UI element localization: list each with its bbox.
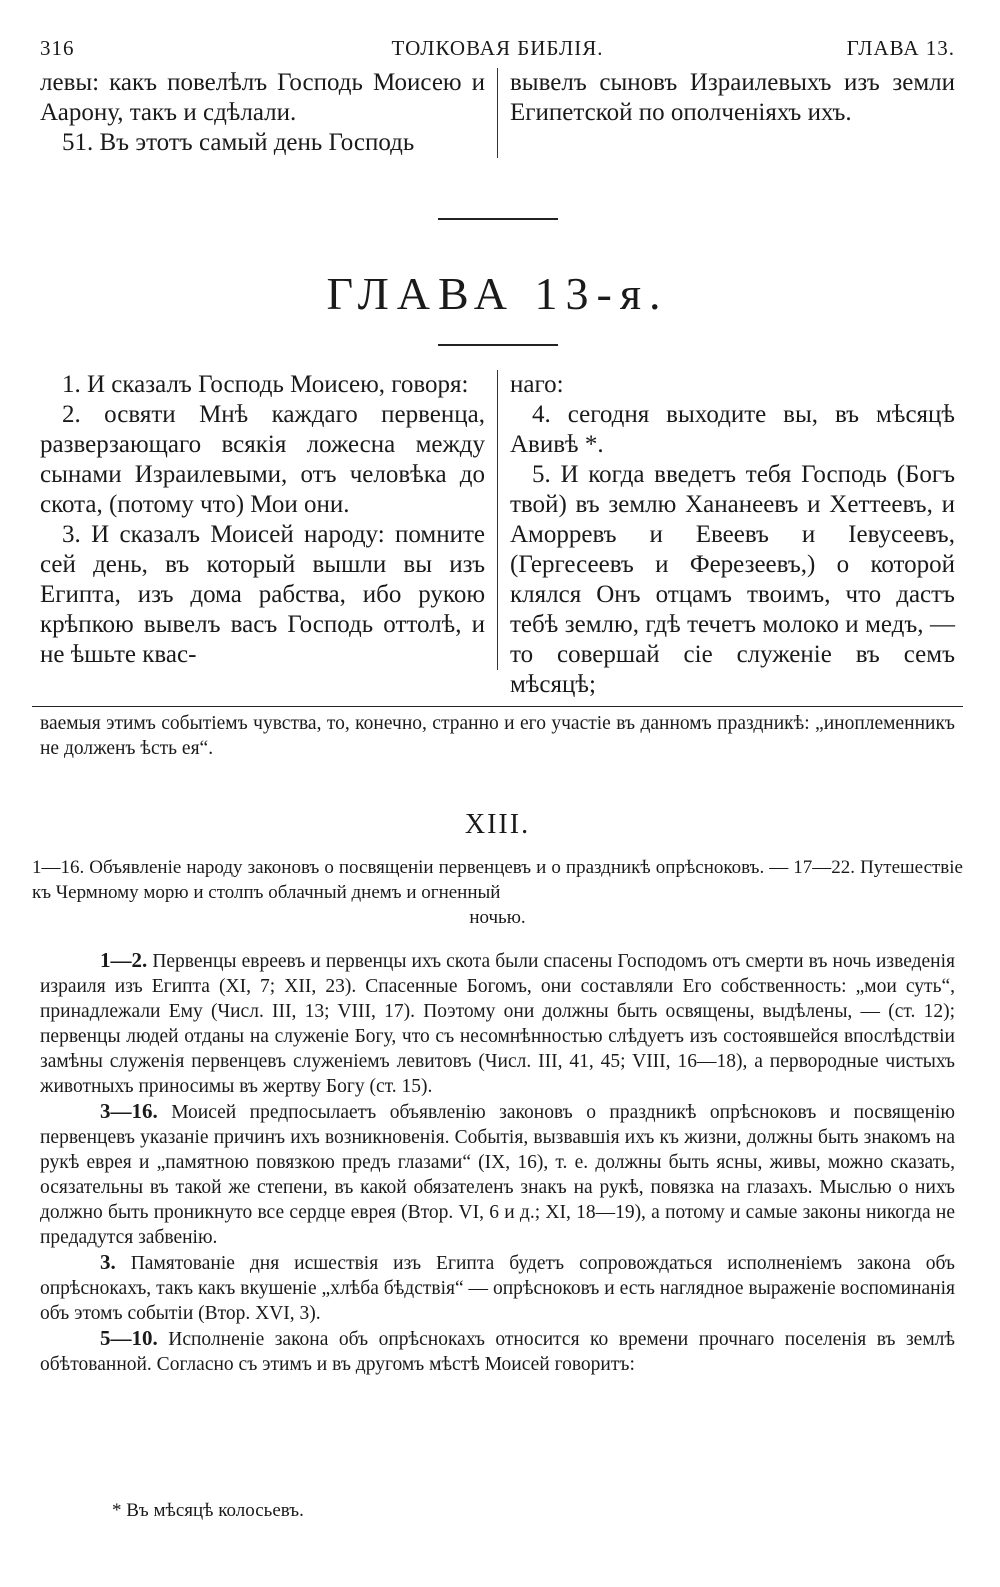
verse-reference: 3. [100,1250,116,1274]
commentary-text: Памятованіе дня исшествія изъ Египта будетъ сопровождаться исполненіемъ закона объ опрѣснокахъ, такъ какъ вкушеніе „хлѣба бѣдствія“ — опрѣсноковъ и есть наглядное выраженіе воспоминанія объ этомъ событіи (Втор. XVI, 3). [40,1253,955,1324]
running-head [40,30,955,62]
chapter-label: ГЛАВА 13. [846,36,955,60]
section-numeral: XIII. [464,809,531,840]
page-number: 316 [40,36,75,60]
verse-paragraph: наго: [510,371,564,398]
previous-commentary [40,711,955,761]
commentary-paragraph [40,1250,955,1326]
column-divider [497,68,498,158]
commentary-paragraph: ваемыя этимъ событіемъ чувства, то, конечно, странно и его участіе въ данномъ праздникѣ: „иноплеменникъ не долженъ ѣсть ея“. [40,713,955,759]
verse-columns [40,370,955,700]
page [32,30,963,1377]
summary-text: 1—16. Объявленіе народу законовъ о посвященіи первенцевъ и о праздникѣ опрѣсноковъ. — 17—22. Путешествіе къ Чермному морю и столпъ облачный днемъ и огненный [32,857,963,903]
verse-reference: 5—10. [100,1326,158,1350]
verse-reference: 1—2. [100,948,148,972]
book-title: ТОЛКОВАЯ БИБЛІЯ. [391,36,604,60]
footnote: * Въ мѣсяцѣ колосьевъ. [112,1500,304,1521]
continuation-left-column [40,68,485,158]
summary-text-end: ночью. [469,907,526,928]
verse-paragraph: 2. освяти Мнѣ каждаго первенца, разверзающаго всякія ложесна между сынами Израилевыми, отъ человѣка до скота, (потому что) Мои они. [40,401,485,518]
commentary-separator [32,706,963,707]
verse-paragraph: 5. И когда введетъ тебя Господь (Богъ твой) въ землю Хананеевъ и Хеттеевъ, и Аморревъ и Евеевъ и Іевусеевъ, (Гергесеевъ и Ферезеевъ,) о которой клялся Онъ отцамъ твоимъ, что дастъ тебѣ землю, гдѣ течетъ молоко и медъ, — то совершай сіе служеніе въ семъ мѣсяцѣ; [510,461,955,698]
commentary-paragraph [40,1099,955,1250]
continuation-right-column [510,68,955,158]
continuation-paragraph: левы: какъ повелѣлъ Господь Моисею и Аарону, такъ и сдѣлали. [40,69,485,126]
section-rule-top [438,218,558,220]
commentary-text: Моисей предпосылаетъ объявленію законовъ о праздникѣ опрѣсноковъ и посвященію первенцевъ указаніе причинъ ихъ возникновенія. Событія, вызвавшія ихъ къ жизни, должны быть знакомъ на рукѣ еврея и „памятною повязкою предъ глазами“ (IX, 16), т. е. должны быть ясны, живы, можно сказать, осязательны въ такой же степени, въ какой обязателенъ знакъ на рукѣ, повязка на глазахъ. Мыслью о нихъ должно быть проникнуто все сердце еврея (Втор. VI, 6 и д.; XI, 18—19), а потому и самые законы никогда не предадутся забвенію. [40,1102,955,1248]
commentary [40,948,955,1377]
commentary-paragraph [40,948,955,1099]
verses-right-column [510,370,955,700]
commentary-text: Первенцы евреевъ и первенцы ихъ скота были спасены Господомъ отъ смерти въ ночь изведенія израиля изъ Египта (XI, 7; XII, 23). Спасенные Богомъ, они составляли Его собственность: „мои суть“, принадлежали Ему (Числ. III, 13; VIII, 17). Поэтому они должны быть освящены, выдѣлены, — (ст. 12); первенцы людей отданы на служеніе Богу, что съ несомнѣнностью слѣдуетъ изъ состоявшейся впослѣдствіи замѣны служенія первенцевъ служеніемъ левитовъ (Числ. III, 41, 45; VIII, 16—18), а первородные чистыхъ животныхъ приносимы въ жертву Богу (ст. 15). [40,951,955,1097]
continuation-paragraph: вывелъ сыновъ Израилевыхъ изъ земли Египетской по ополченіяхъ ихъ. [510,69,955,126]
verses-left-column [40,370,485,700]
verse-paragraph: 3. И сказалъ Моисей народу: помните сей день, въ который вышли вы изъ Египта, изъ дома рабства, ибо рукою крѣпкою вывелъ васъ Господь оттолѣ, и не ѣшьте квас- [40,521,485,668]
verse-paragraph: 4. сегодня выходите вы, въ мѣсяцѣ Авивѣ *. [510,401,955,458]
verse-reference: 3—16. [100,1099,158,1123]
continuation-columns [40,68,955,158]
commentary-paragraph [40,1326,955,1377]
verse-paragraph: 51. Въ этотъ самый день Господь [62,129,415,156]
section-rule-bottom [438,344,558,346]
chapter-title: ГЛАВА 13-я. [326,268,669,319]
chapter-summary [32,855,963,930]
commentary-text: Исполненіе закона объ опрѣснокахъ относится ко времени прочнаго поселенія въ землѣ обѣтованной. Согласно съ этимъ и въ другомъ мѣстѣ Моисей говоритъ: [40,1329,955,1375]
column-divider [497,370,498,670]
verse-paragraph: 1. И сказалъ Господь Моисею, говоря: [62,371,469,398]
